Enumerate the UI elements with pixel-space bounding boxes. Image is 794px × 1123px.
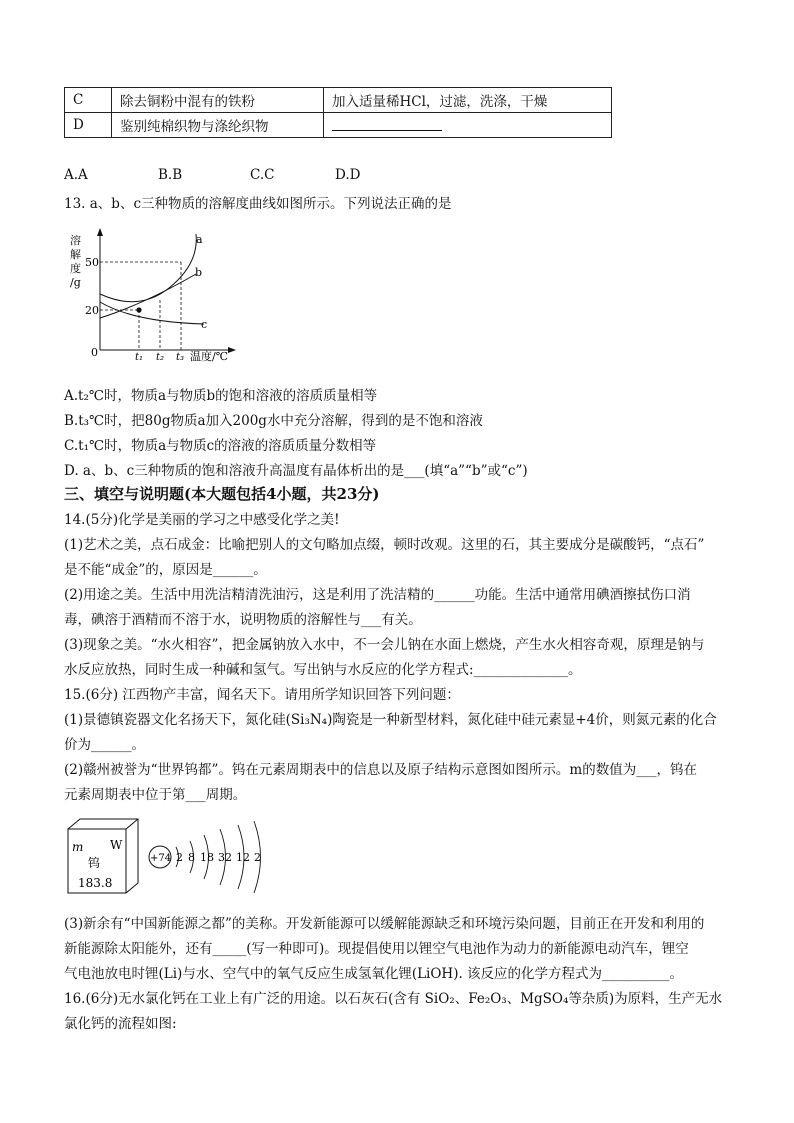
q15-part3-line2: 新能源除太阳能外，还有_____(写一种即可)。现提倡使用以锂空气电池作为动力的新能源电动汽车，锂空 [64,941,689,957]
option-label: C [65,88,112,113]
element-symbol: W [110,838,123,852]
table-row [65,113,612,138]
x-tick-t2: t₂ [156,352,165,363]
option-label: D [65,113,112,138]
shell-1-electrons: 2 [176,851,183,864]
curve-b [100,274,196,318]
element-mass: 183.8 [78,876,113,890]
intersection-point [136,307,141,312]
q14-part1-line1: (1)艺术之美，点石成金：比喻把别人的文句略加点缀，顿时改观。这里的石，其主要成分是碳酸钙，“点石” [64,537,705,553]
x-axis-arrow [228,347,236,353]
q12-choice-c: C.C [250,167,275,183]
q16-line1: 16.(6分)无水氯化钙在工业上有广泛的用途。以石灰石(含有 SiO₂、Fe₂O₃、MgSO₄等杂质)为原料，生产无水 [64,991,723,1007]
q15-part1-line1: (1)景德镇瓷器文化名扬天下，氮化硅(Si₃N₄)陶瓷是一种新型材料，氮化硅中硅元素显+4价，则氮元素的化合 [64,712,717,728]
q13-stem: 13. a、b、c三种物质的溶解度曲线如图所示。下列说法正确的是 [64,196,452,212]
q15-part1-line2: 价为______。 [64,737,145,753]
q14-part2-line2: 毒，碘溶于酒精而不溶于水，说明物质的溶解性与___有关。 [64,612,422,628]
y-tick-50: 50 [85,256,99,269]
curve-a [100,234,196,302]
option-desc: 鉴别纯棉织物与涤纶织物 [112,113,324,138]
q14-part2-line1: (2)用途之美。生活中用洗洁精清洗油污，这是利用了洗洁精的______功能。生活中通常用碘酒擦拭伤口消 [64,587,691,603]
origin-label: 0 [91,346,98,359]
y-label-2: 解 [70,248,81,261]
x-tick-t1: t₁ [135,352,144,363]
shell-4-electrons: 32 [218,851,232,864]
curve-label-b: b [195,266,203,279]
curve-label-c: c [201,318,208,331]
y-label-4: /g [70,276,81,289]
option-method-blank [324,113,612,138]
y-tick-20: 20 [85,304,99,317]
q14-part3-line2: 水反应放热，同时生成一种碱和氢气。写出钠与水反应的化学方程式:______________。 [64,662,582,678]
option-method: 加入适量稀HCl，过滤，洗涤，干燥 [324,88,612,113]
q15-part2-line1: (2)赣州被誉为“世界钨都”。钨在元素周期表中的信息以及原子结构示意图如图所示。m的数值为___，钨在 [64,762,697,778]
element-name: 钨 [88,856,101,870]
table-row [65,88,612,113]
q14-stem: 14.(5分)化学是美丽的学习之中感受化学之美! [64,512,340,528]
shell-3-electrons: 18 [200,851,214,864]
q15-stem: 15.(6分) 江西物产丰富，闻名天下。请用所学知识回答下列问题： [64,687,460,703]
q14-part3-line1: (3)现象之美。“水火相容”，把金属钠放入水中，不一会儿钠在水面上燃烧，产生水火相容奇观，原理是钠与 [64,637,705,653]
nucleus-charge: +74 [150,853,172,864]
q16-line2: 氯化钙的流程如图: [64,1016,177,1032]
q12-choice-d: D.D [335,167,361,183]
x-tick-t3: t₃ [176,352,185,363]
q13-option-c: C.t₁℃时，物质a与物质c的溶液的溶质质量分数相等 [64,438,377,454]
section-heading: 三、填空与说明题(本大题包括4小题，共23分) [64,485,380,503]
q13-option-a: A.t₂℃时，物质a与物质b的饱和溶液的溶质质量相等 [64,388,378,404]
y-label-3: 度 [70,262,81,275]
tungsten-figure [64,815,274,897]
x-axis-label: 温度/℃ [190,350,229,363]
curve-label-a: a [196,233,203,246]
q15-part3-line3: 气电池放电时锂(Li)与水、空气中的氧气反应生成氢氧化锂(LiOH). 该反应的化学方程式为__________。 [64,966,684,982]
option-desc: 除去铜粉中混有的铁粉 [112,88,324,113]
y-axis-arrow [97,228,103,236]
options-table [64,87,612,138]
q15-part2-line2: 元素周期表中位于第___周期。 [64,787,247,803]
q12-choice-a: A.A [64,167,88,183]
element-m: m [72,840,84,854]
shell-2-electrons: 8 [188,851,195,864]
q12-choice-b: B.B [158,167,183,183]
q13-option-b: B.t₃℃时，把80g物质a加入200g水中充分溶解，得到的是不饱和溶液 [64,413,483,429]
q14-part1-line2: 是不能“成金”的，原因是______。 [64,562,267,578]
shell-5-electrons: 12 [236,851,250,864]
shell-6-electrons: 2 [254,851,261,864]
q15-part3-line1: (3)新余有“中国新能源之都”的美称。开发新能源可以缓解能源缺乏和环境污染问题，目前正在开发和利用的 [64,916,705,932]
y-label-1: 溶 [70,234,81,247]
q13-option-d: D. a、b、c三种物质的饱和溶液升高温度有晶体析出的是___(填“a”“b”或“c”) [64,463,528,479]
solubility-chart [64,222,244,366]
